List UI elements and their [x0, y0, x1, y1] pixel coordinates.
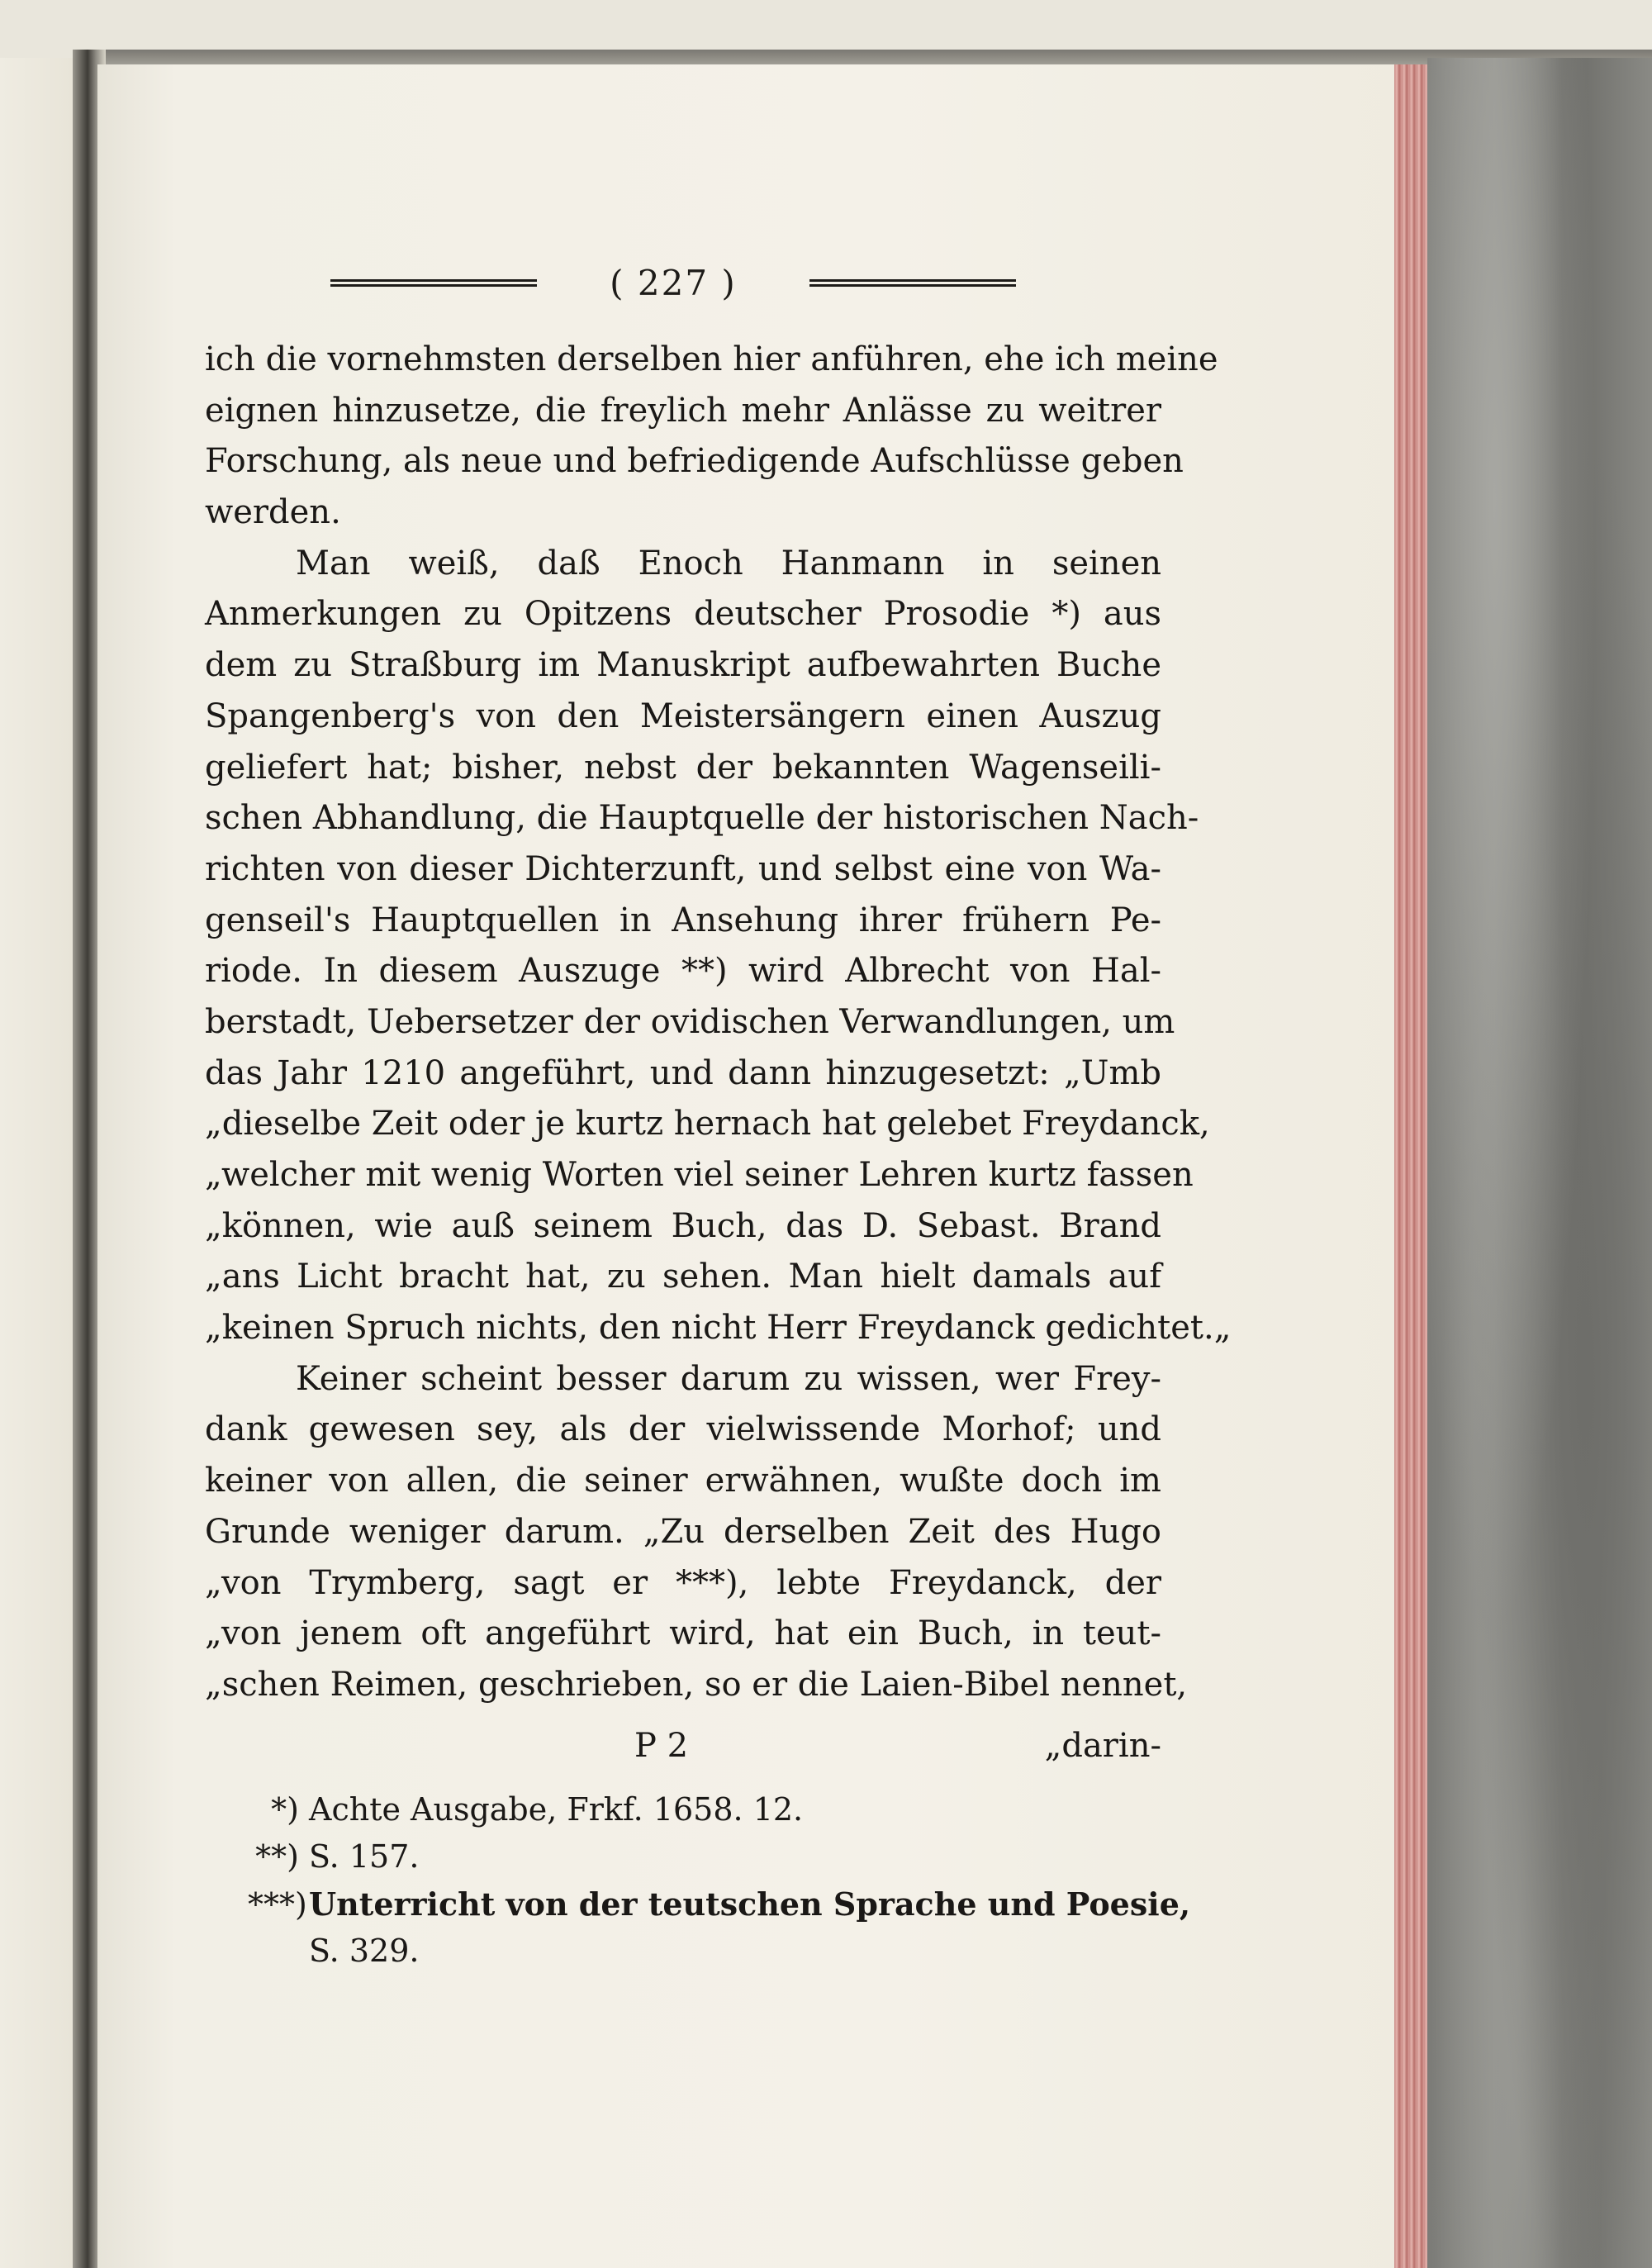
text-line: dem zu Straßburg im Manuskript aufbewahrten Buche [205, 646, 1161, 685]
footnote-mark: *) [271, 1791, 299, 1828]
text-line: schen Abhandlung, die Hauptquelle der historischen Nach- [205, 799, 1199, 838]
signature-line [205, 1727, 1161, 1776]
footnote [248, 1833, 1165, 1880]
text-line: berstadt, Uebersetzer der ovidischen Verwandlungen, um [205, 1002, 1175, 1041]
page-header [330, 263, 1016, 312]
footnote [248, 1880, 1191, 1928]
signature-mark: P 2 [634, 1727, 689, 1765]
footnote-text: S. 329. [309, 1933, 420, 1969]
text-line: „welcher mit wenig Worten viel seiner Lehren kurtz fassen [205, 1156, 1194, 1194]
body-text [205, 335, 1232, 1711]
text-line: ich die vornehmsten derselben hier anführen, ehe ich meine [205, 340, 1218, 378]
text-line: „von Trymberg, sagt er ***), lebte Freydanck, der [205, 1563, 1161, 1602]
text-line: „schen Reimen, geschrieben, so er die Laien-Bibel nennet, [205, 1665, 1188, 1704]
footnote-text: S. 157. [309, 1838, 420, 1875]
footnote [248, 1928, 1165, 1975]
page-number: ( 227 ) [610, 263, 737, 303]
footnote-text: Unterricht von der teutschen Sprache und Poesie, [309, 1885, 1191, 1923]
text-line: werden. [205, 493, 341, 532]
text-line: „dieselbe Zeit oder je kurtz hernach hat gelebet Freydanck, [205, 1105, 1210, 1144]
text-line: riode. In diesem Auszuge **) wird Albrecht von Hal- [205, 952, 1161, 991]
text-line: genseil's Hauptquellen in Ansehung ihrer frühern Pe- [205, 901, 1161, 939]
footnotes [248, 1786, 1191, 1975]
text-line: Forschung, als neue und befriedigende Aufschlüsse geben [205, 442, 1184, 481]
text-line: Keiner scheint besser darum zu wissen, wer Frey- [296, 1359, 1161, 1398]
footnote-text: Achte Ausgabe, Frkf. 1658. 12. [309, 1791, 804, 1828]
text-line: „ans Licht bracht hat, zu sehen. Man hielt damals auf [205, 1258, 1161, 1296]
footnote [248, 1786, 1165, 1833]
red-page-edges [1394, 64, 1429, 2268]
header-rule-right [809, 279, 1016, 291]
text-line: keiner von allen, die seiner erwähnen, wußte doch im [205, 1462, 1161, 1500]
text-line: geliefert hat; bisher, nebst der bekannten Wagenseili- [205, 748, 1161, 787]
text-line: Man weiß, daß Enoch Hanmann in seinen [296, 544, 1161, 582]
text-line: eignen hinzusetze, die freylich mehr Anlässe zu weitrer [205, 391, 1161, 430]
text-line: dank gewesen sey, als der vielwissende Morhof; und [205, 1410, 1161, 1449]
header-rule-left [330, 279, 537, 291]
catchword: „darin- [1044, 1727, 1161, 1765]
footnote-mark: ***) [248, 1886, 307, 1923]
marbled-cover-board [1427, 58, 1652, 2268]
text-line: das Jahr 1210 angeführt, und dann hinzugesetzt: „Umb [205, 1053, 1161, 1092]
text-line: richten von dieser Dichterzunft, und selbst eine von Wa- [205, 849, 1161, 888]
text-line: Anmerkungen zu Opitzens deutscher Prosodie *) aus [205, 595, 1161, 634]
text-line: Spangenberg's von den Meistersängern einen Auszug [205, 697, 1161, 735]
text-line: „können, wie auß seinem Buch, das D. Sebast. Brand [205, 1206, 1161, 1245]
footnote-mark: **) [255, 1838, 299, 1875]
text-line: Grunde weniger darum. „Zu derselben Zeit des Hugo [205, 1512, 1161, 1551]
text-line: „von jenem oft angeführt wird, hat ein Buch, in teut- [205, 1614, 1161, 1653]
text-line: „keinen Spruch nichts, den nicht Herr Freydanck gedichtet.„ [205, 1309, 1232, 1348]
